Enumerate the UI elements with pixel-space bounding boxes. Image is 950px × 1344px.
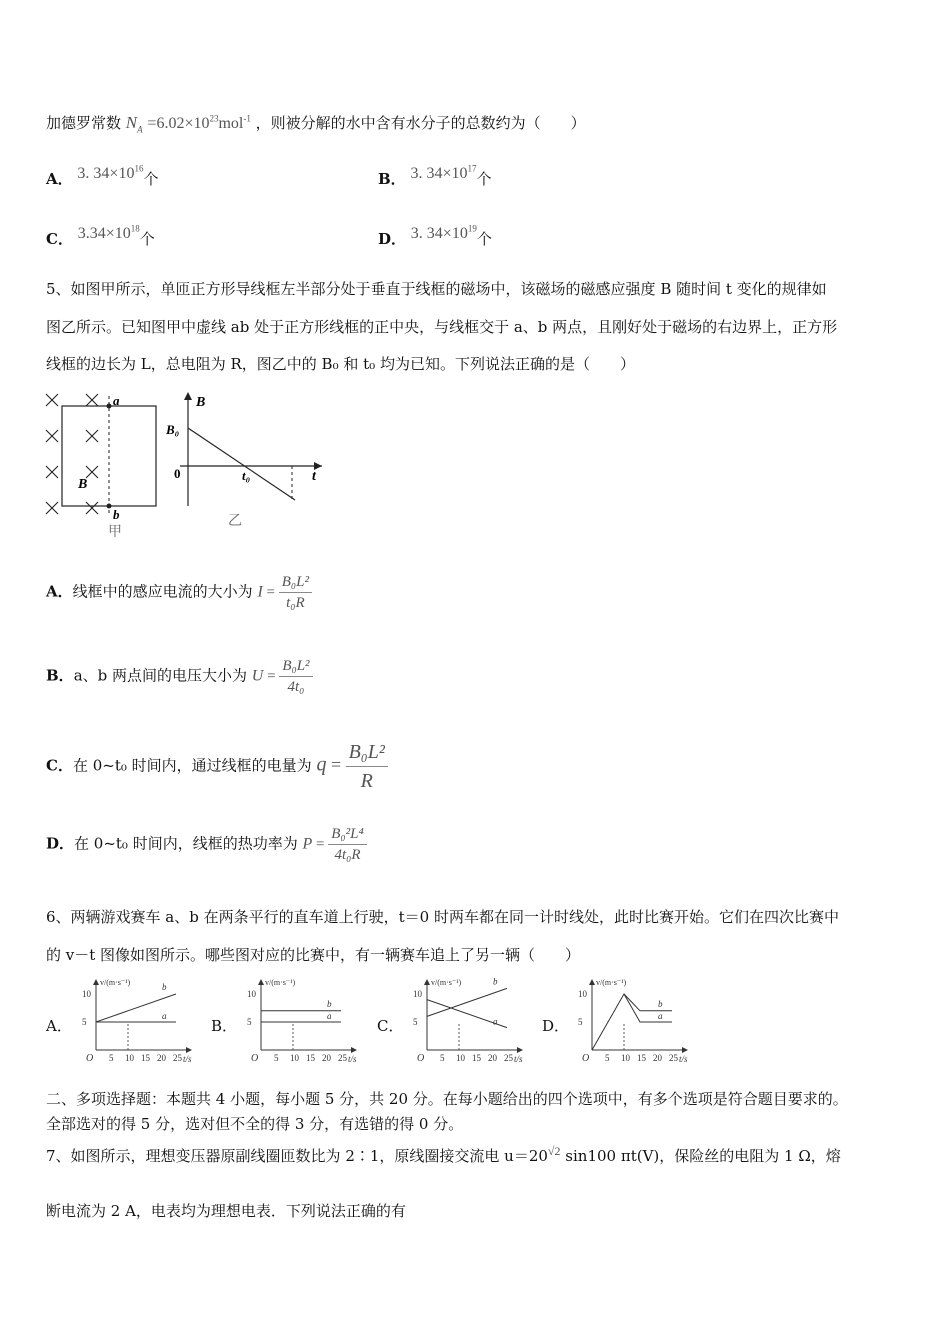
na-symbol: N (125, 113, 138, 132)
y-tick-label: 10 (82, 989, 91, 999)
yi-t0-label: t₀ (242, 468, 251, 483)
x-tick-label: 5 (109, 1053, 114, 1063)
series-a-label: a (493, 1016, 498, 1027)
na-exponent: 23 (209, 113, 219, 124)
y-tick-label: 5 (247, 1017, 252, 1027)
q6-option-c-label[interactable]: C． (377, 1017, 404, 1035)
section2-line2: 全部选对的得 5 分，选对但不全的得 3 分，有选错的得 0 分。 (46, 1115, 464, 1133)
series-b-label: b (327, 998, 332, 1009)
caption-jia: 甲 (108, 525, 122, 540)
figure-jia (40, 388, 170, 543)
series-b-label: b (658, 998, 663, 1009)
series-b-label: b (493, 976, 498, 987)
y-tick-label: 10 (247, 989, 256, 999)
series-a-label: a (327, 1011, 332, 1021)
x-tick-label: 10 (621, 1053, 630, 1063)
y-tick-label: 5 (82, 1017, 87, 1027)
q6-graph-c[interactable] (407, 975, 532, 1065)
x-tick-label: 20 (653, 1053, 662, 1063)
q6-option-a-label[interactable]: A． (46, 1017, 72, 1035)
x-axis-arrow (186, 1047, 192, 1053)
q6-graph-d[interactable] (572, 975, 697, 1065)
yi-x-label: t (312, 469, 316, 484)
x-tick-label: 10 (456, 1053, 465, 1063)
q6-stem-line1: 6、两辆游戏赛车 a、b 在两条平行的直车道上行驶，t＝0 时两车都在同一计时线处，此时比赛开始。它们在四次比赛中 (46, 908, 839, 926)
y-axis-arrow (589, 979, 595, 985)
x-tick-label: 5 (605, 1053, 610, 1063)
y-axis-arrow (258, 979, 264, 985)
x-tick-label: 10 (290, 1053, 299, 1063)
q6-option-b-label[interactable]: B． (211, 1017, 238, 1035)
y-tick-label: 5 (578, 1017, 583, 1027)
na-unit-exponent: -1 (243, 113, 251, 124)
q5-stem-line2: 图乙所示。已知图甲中虚线 ab 处于正方形线框的正中央，与线框交于 a、b 两点，且刚好处于磁场的右边界上，正方形 (46, 318, 838, 336)
origin-label: O (582, 1053, 590, 1064)
origin-label: O (251, 1053, 259, 1064)
x-tick-label: 25 (173, 1053, 182, 1063)
q7-sqrt: √2 (547, 1144, 561, 1158)
point-b (107, 504, 112, 509)
x-tick-label: 20 (488, 1053, 497, 1063)
caption-yi: 乙 (228, 514, 242, 529)
series-b-line (427, 988, 507, 1016)
origin-label: O (417, 1053, 425, 1064)
x-axis-label: t/s (348, 1054, 357, 1064)
series-a-label: a (162, 1011, 167, 1021)
q4-stem: 加德罗常数 $N_A =6.02\times 10^{23}mol^{-1}$ ，则被分解的水中含有水分子的总数约为（ ） (46, 113, 586, 135)
q6-option-d-label[interactable]: D． (542, 1017, 570, 1035)
y-axis-label: v/(m·s⁻¹) (596, 978, 627, 987)
q4-option-a[interactable]: A． 3. $34\times 10^{16}$个 (46, 163, 159, 188)
x-axis-label: t/s (514, 1054, 523, 1064)
label-b: b (113, 507, 120, 522)
q4-option-d[interactable]: D． 3. $34\times 10^{19}$个 (378, 223, 492, 248)
yi-b0-label: B₀ (166, 422, 180, 437)
magnetic-field-crosses (46, 394, 98, 514)
q5-option-b[interactable]: B．a、b 两点间的电压大小为 U = $\frac{\text{B₀L²}}{\text{4t₀}}$ (46, 656, 313, 697)
y-tick-label: 5 (413, 1017, 418, 1027)
q7-stem-line1: 7、如图所示，理想变压器原副线圈匝数比为 2∶1，原线圈接交流电 $u=20^{√2}$ sin100 πt(V)，保险丝的电阻为 1 Ω，熔 (46, 1144, 841, 1165)
q5-option-c[interactable]: C．在 0~t₀ 时间内，通过线框的电量为 q = $\frac{\text{B₀L²}}{R}$ (46, 738, 388, 795)
q7-stem-line2: 断电流为 2 A，电表均为理想电表．下列说法正确的有 (46, 1202, 406, 1220)
x-tick-label: 25 (338, 1053, 347, 1063)
y-axis-label: v/(m·s⁻¹) (100, 978, 131, 987)
x-axis-label: t/s (183, 1054, 192, 1064)
x-tick-label: 20 (157, 1053, 166, 1063)
y-axis-arrow (424, 979, 430, 985)
x-tick-label: 15 (472, 1053, 481, 1063)
series-a-label: a (658, 1011, 663, 1021)
q6-graph-a[interactable] (76, 975, 201, 1065)
x-axis-arrow (517, 1047, 523, 1053)
na-value: =6.02×10 (147, 115, 210, 132)
q5-stem-line3: 线框的边长为 L，总电阻为 R，图乙中的 B₀ 和 t₀ 均为已知。下列说法正确的是（ ） (46, 355, 635, 373)
y-axis-label: v/(m·s⁻¹) (431, 978, 462, 987)
label-a: a (113, 393, 120, 408)
x-axis-label: t/s (679, 1054, 688, 1064)
x-tick-label: 20 (322, 1053, 331, 1063)
x-tick-label: 5 (440, 1053, 445, 1063)
figure-yi (162, 388, 332, 533)
y-axis-label: v/(m·s⁻¹) (265, 978, 296, 987)
y-tick-label: 10 (578, 989, 587, 999)
x-tick-label: 15 (141, 1053, 150, 1063)
q5-option-a[interactable]: A．线框中的感应电流的大小为 I = $\frac{\text{B₀L²}}{\text{t₀R}}$ (46, 572, 312, 613)
point-a (107, 404, 112, 409)
x-axis-arrow (351, 1047, 357, 1053)
y-tick-label: 10 (413, 989, 422, 999)
x-tick-label: 15 (637, 1053, 646, 1063)
x-tick-label: 25 (669, 1053, 678, 1063)
series-b-line (624, 994, 672, 1011)
q5-option-d[interactable]: D．在 0~t₀ 时间内，线框的热功率为 P = $\frac{\text{B₀²L⁴}}{\text{4t₀R}}$ (46, 824, 367, 865)
q4-option-c[interactable]: C． $3.34\times 10^{18}$个 (46, 223, 155, 248)
x-axis-arrow (682, 1047, 688, 1053)
na-subscript: A (137, 124, 143, 135)
yi-y-arrow (184, 392, 192, 400)
x-tick-label: 25 (504, 1053, 513, 1063)
yi-y-label: B (196, 395, 206, 410)
x-tick-label: 5 (274, 1053, 279, 1063)
series-b-label: b (162, 982, 167, 992)
x-tick-label: 15 (306, 1053, 315, 1063)
x-tick-label: 10 (125, 1053, 134, 1063)
q4-option-b[interactable]: B． 3. $34\times 10^{17}$个 (378, 163, 492, 188)
section2-line1: 二、多项选择题：本题共 4 小题，每小题 5 分，共 20 分。在每小题给出的四个选项中，有多个选项是符合题目要求的。 (46, 1090, 848, 1108)
yi-origin: 0 (174, 466, 181, 481)
na-unit: mol (218, 115, 244, 132)
origin-label: O (86, 1053, 94, 1064)
yi-b-line (188, 428, 295, 500)
y-axis-arrow (93, 979, 99, 985)
label-B-field: B (78, 477, 88, 492)
q6-stem-line2: 的 v－t 图像如图所示。哪些图对应的比赛中，有一辆赛车追上了另一辆（ ） (46, 946, 581, 964)
q6-graph-b[interactable] (241, 975, 366, 1065)
q5-stem-line1: 5、如图甲所示，单匝正方形导线框左半部分处于垂直于线框的磁场中，该磁场的磁感应强度 B 随时间 t 变化的规律如 (46, 280, 827, 298)
